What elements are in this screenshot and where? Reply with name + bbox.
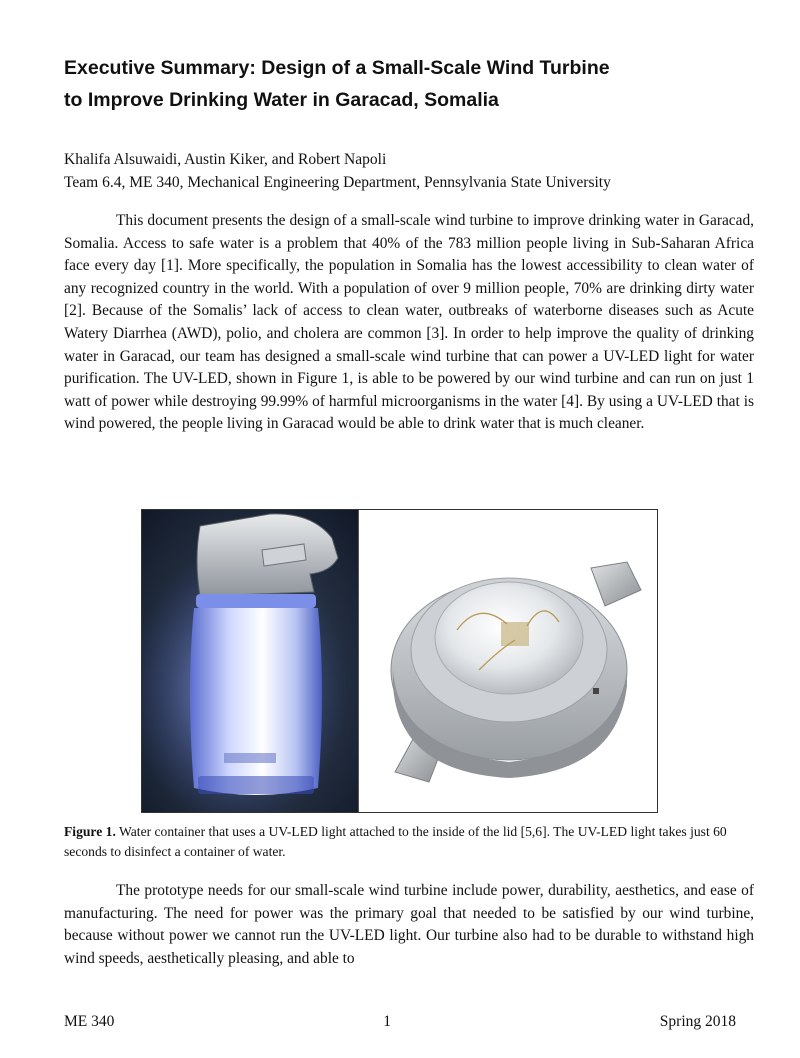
- uv-led-photo: [359, 510, 657, 812]
- body-paragraph-2: The prototype needs for our small-scale wind turbine include power, durability, aesthetics, and ease of manufacturing. The need for power was the primary goal that needed to be satisfied by our wind turbine, because without power we cannot run the UV-LED light. Our turbine also had to be durable to withstand high wind speeds, aesthetically pleasing, and able to: [64, 882, 754, 967]
- title-line-2: to Improve Drinking Water in Garacad, Somalia: [64, 89, 499, 111]
- figure-caption: [64, 822, 754, 862]
- author-block: [64, 148, 754, 194]
- caption-text: Water container that uses a UV-LED light attached to the inside of the lid [5,6]. The UV-LED light takes just 60 seconds to disinfect a container of water.: [64, 824, 727, 859]
- page-footer: [64, 1013, 736, 1031]
- author-affiliation: Team 6.4, ME 340, Mechanical Engineering Department, Pennsylvania State University: [64, 174, 611, 191]
- figure-1: [141, 509, 658, 813]
- caption-label: Figure 1.: [64, 824, 116, 839]
- page-number: 1: [383, 1013, 391, 1030]
- uv-bottle-photo: [142, 510, 359, 812]
- author-names: Khalifa Alsuwaidi, Austin Kiker, and Robert Napoli: [64, 151, 387, 168]
- paper-title: [64, 52, 744, 116]
- body-paragraph-1: This document presents the design of a small-scale wind turbine to improve drinking water in Garacad, Somalia. Access to safe water is a problem that 40% of the 783 million people living in Sub-Saharan Africa face every day [1]. More specifically, the population in Somalia has the lowest accessibility to clean water of any recognized country in the world. With a population of over 9 million people, 70% are drinking dirty water [2]. Because of the Somalis’ lack of access to clean water, outbreaks of waterborne diseases such as Acute Watery Diarrhea (AWD), polio, and cholera are common [3]. In order to help improve the quality of drinking water in Garacad, our team has designed a small-scale wind turbine that can power a UV-LED light for water purification. The UV-LED, shown in Figure 1, is able to be powered by our wind turbine and can run on just 1 watt of power while destroying 99.99% of harmful microorganisms in the water [4]. By using a UV-LED that is wind powered, the people living in Garacad would be able to drink water that is much cleaner.: [64, 212, 754, 433]
- title-line-1: Executive Summary: Design of a Small-Scale Wind Turbine: [64, 57, 610, 79]
- footer-term: Spring 2018: [659, 1013, 736, 1030]
- footer-course: ME 340: [64, 1013, 115, 1030]
